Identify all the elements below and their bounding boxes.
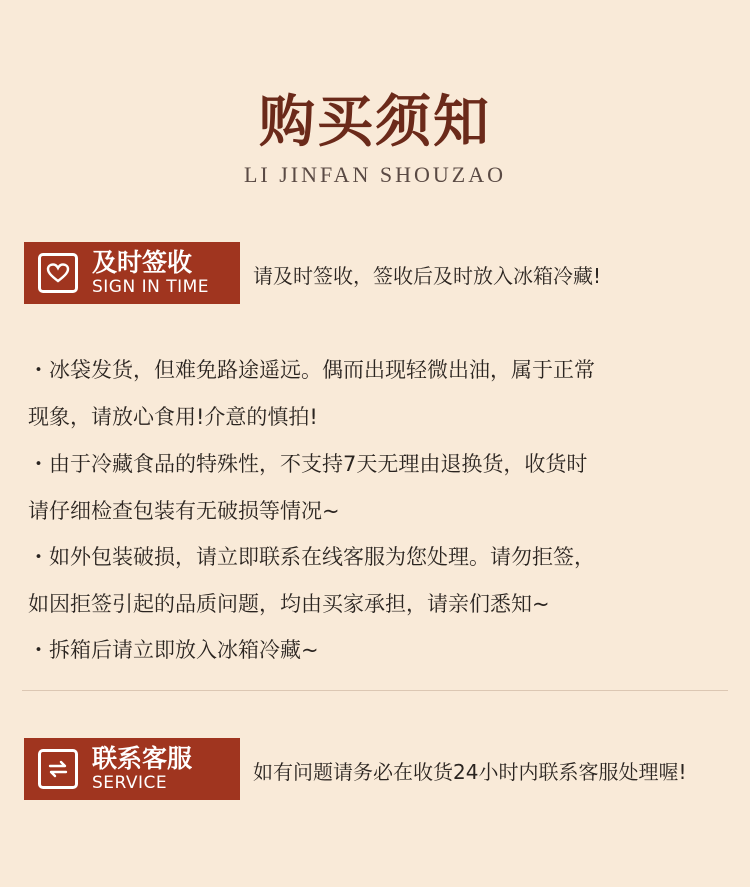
note-line: 请仔细检查包装有无破损等情况~: [28, 499, 340, 523]
sign-description: 请及时签收，签收后及时放入冰箱冷藏!: [253, 264, 602, 288]
note-line: ・由于冷藏食品的特殊性，不支持7天无理由退换货，收货时: [28, 452, 588, 476]
note-line: ・冰袋发货，但难免路途遥远。偶而出现轻微出油，属于正常: [28, 358, 595, 382]
service-description: 如有问题请务必在收货24小时内联系客服处理喔!: [253, 760, 687, 784]
note-line: ・如外包装破损，请立即联系在线客服为您处理。请勿拒签，: [28, 545, 595, 569]
exchange-icon: [38, 749, 78, 789]
note-line: 如因拒签引起的品质问题，均由买家承担，请亲们悉知~: [28, 592, 550, 616]
service-badge-cn: 联系客服: [92, 744, 193, 773]
service-badge-en: SERVICE: [92, 773, 168, 793]
sign-badge-en: SIGN IN TIME: [92, 277, 210, 297]
note-line: ・拆箱后请立即放入冰箱冷藏~: [28, 638, 319, 662]
section-divider: [22, 690, 728, 691]
page-subtitle: LI JINFAN SHOUZAO: [243, 162, 507, 187]
note-line: 现象，请放心食用!介意的慎拍!: [28, 405, 318, 429]
heart-folder-icon: [38, 253, 78, 293]
sign-badge-cn: 及时签收: [92, 248, 193, 277]
service-badge: [24, 738, 240, 800]
page-title: 购买须知: [259, 89, 491, 155]
sign-in-time-badge: [24, 242, 240, 304]
